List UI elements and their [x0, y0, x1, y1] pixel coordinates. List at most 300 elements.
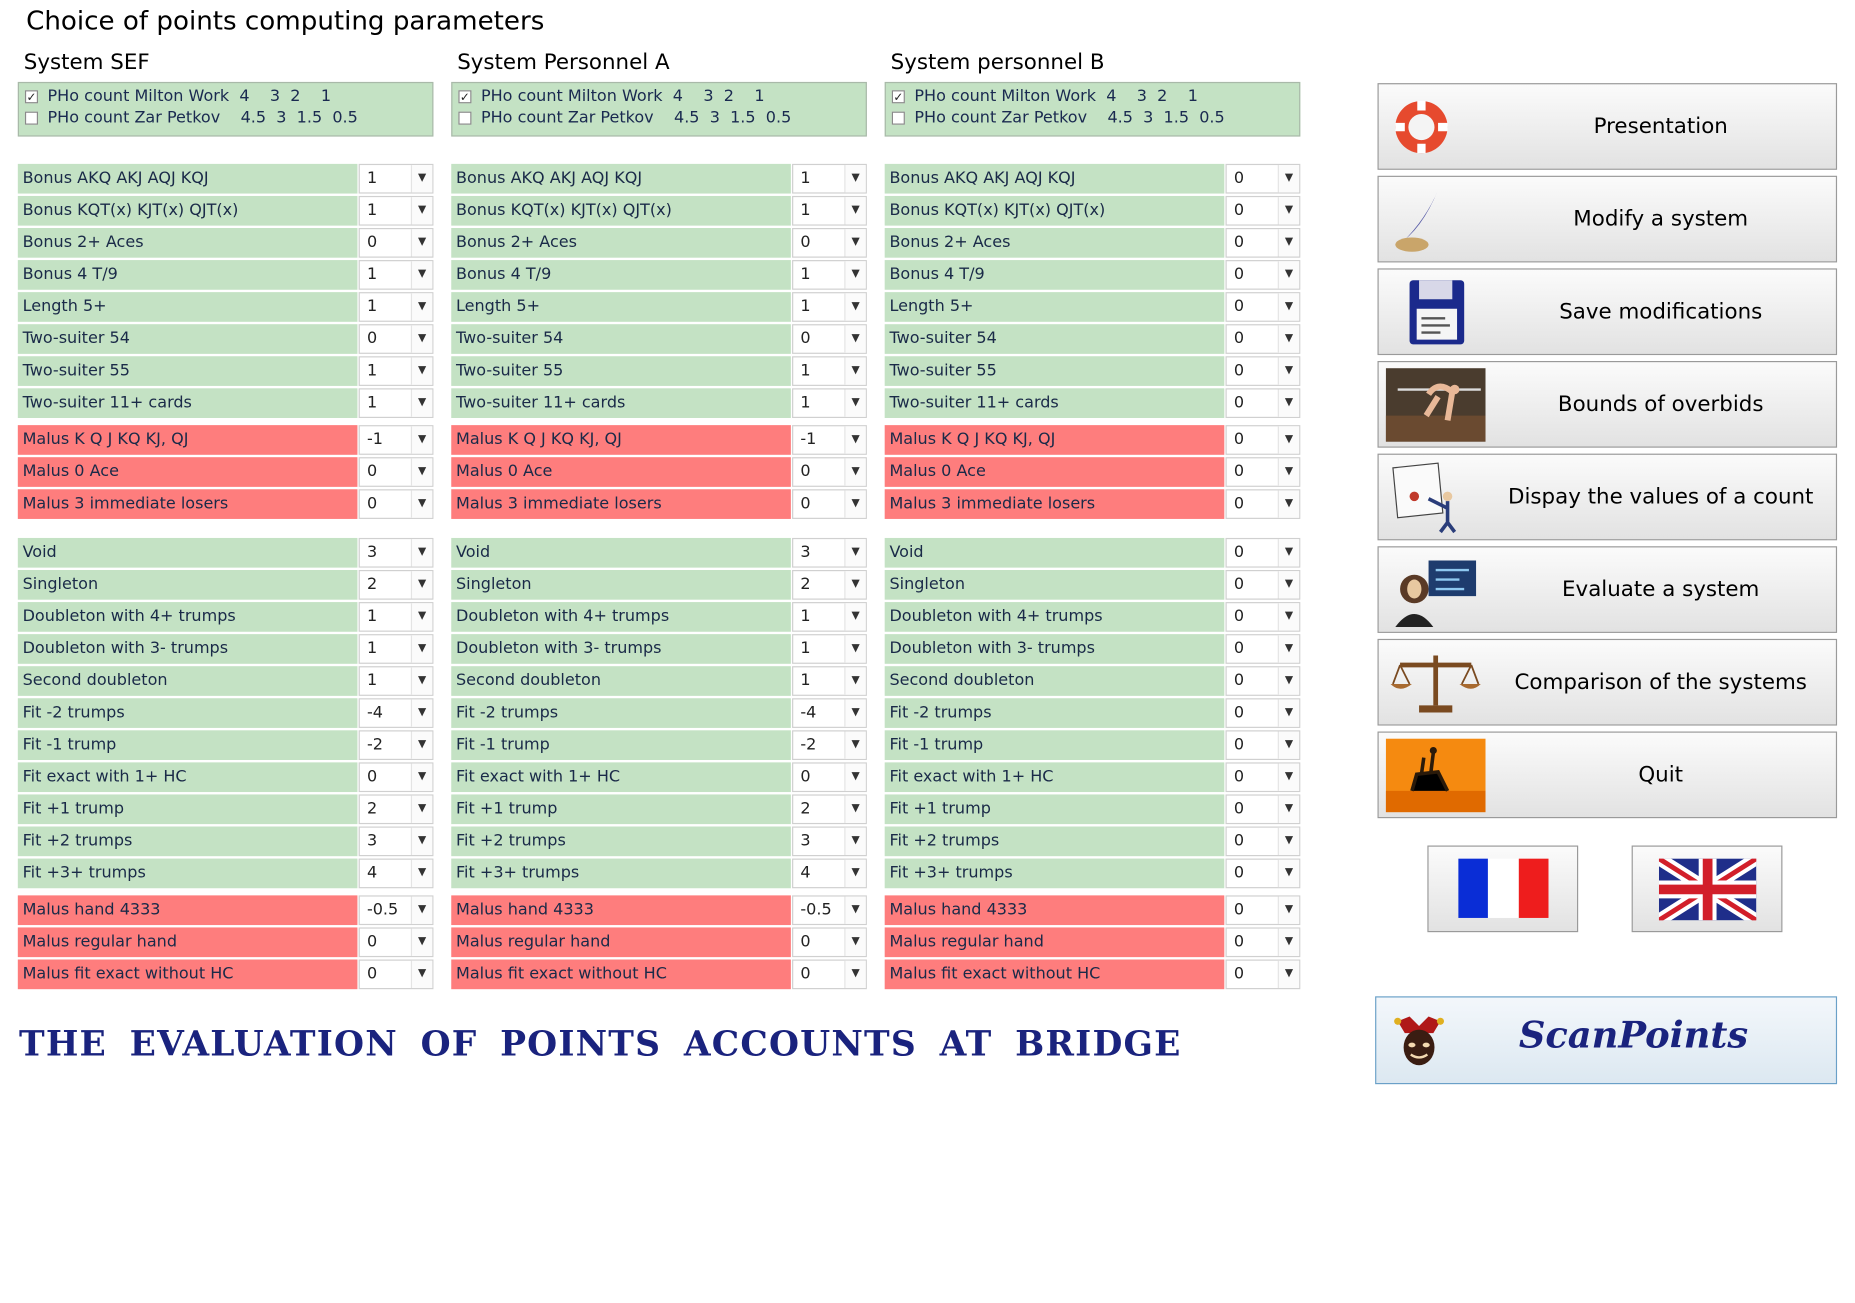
parameter-row — [18, 259, 434, 291]
chevron-down-icon[interactable]: ▼ — [411, 929, 432, 956]
menu-button-label: Bounds of overbids — [1557, 391, 1764, 417]
parameter-label: Fit +3+ trumps — [18, 859, 358, 889]
chevron-down-icon[interactable]: ▼ — [411, 490, 432, 517]
chevron-down-icon[interactable]: ▼ — [1278, 961, 1299, 988]
chevron-down-icon[interactable]: ▼ — [844, 571, 865, 598]
parameter-value-select[interactable] — [359, 602, 434, 632]
parameter-row — [885, 488, 1301, 520]
scanpoints-button[interactable] — [1375, 996, 1837, 1084]
parameter-value-select[interactable] — [792, 827, 867, 857]
parameter-value: 0 — [366, 328, 378, 348]
chevron-down-icon[interactable]: ▼ — [844, 929, 865, 956]
parameter-value: 4 — [366, 863, 378, 883]
parameter-value-select[interactable] — [1226, 196, 1301, 226]
parameter-row — [451, 926, 867, 958]
parameter-group — [885, 894, 1301, 990]
parameter-value-select[interactable] — [1226, 164, 1301, 194]
parameter-value-select[interactable] — [792, 602, 867, 632]
parameter-row — [885, 894, 1301, 926]
modify-a-system-button[interactable] — [1378, 176, 1838, 263]
parameter-row — [18, 665, 434, 697]
parameter-value: 0 — [1233, 831, 1245, 851]
checkbox[interactable]: ✓ — [459, 90, 470, 104]
parameter-value-select[interactable] — [792, 228, 867, 258]
parameter-value-select[interactable] — [1226, 730, 1301, 760]
parameter-value: 1 — [800, 200, 811, 220]
parameter-group — [885, 424, 1301, 520]
bounds-of-overbids-button[interactable] — [1378, 361, 1838, 448]
parameter-value-select[interactable] — [359, 260, 434, 290]
chevron-down-icon[interactable]: ▼ — [1278, 539, 1299, 566]
parameter-value-select[interactable] — [792, 730, 867, 760]
parameter-value: 2 — [800, 799, 811, 819]
parameter-value-select[interactable] — [792, 927, 867, 957]
parameter-value-select[interactable] — [359, 794, 434, 824]
chevron-down-icon[interactable]: ▼ — [411, 197, 432, 224]
parameter-group — [451, 424, 867, 520]
chevron-down-icon[interactable]: ▼ — [844, 490, 865, 517]
parameter-label: Malus K Q J KQ KJ, QJ — [451, 425, 791, 455]
parameter-row — [451, 697, 867, 729]
parameter-value: 1 — [800, 638, 811, 658]
parameter-row — [885, 424, 1301, 456]
parameter-label: Two-suiter 11+ cards — [885, 388, 1225, 418]
parameter-value: -4 — [366, 703, 383, 722]
parameter-value-select[interactable] — [359, 457, 434, 487]
parameter-label: Bonus KQT(x) KJT(x) QJT(x) — [451, 196, 791, 226]
parameter-row — [885, 926, 1301, 958]
point-count-option[interactable] — [892, 86, 1299, 107]
parameter-label: Void — [451, 538, 791, 568]
chevron-down-icon[interactable]: ▼ — [1278, 197, 1299, 224]
chevron-down-icon[interactable]: ▼ — [411, 571, 432, 598]
parameter-value-select[interactable] — [792, 859, 867, 889]
parameter-row — [18, 857, 434, 889]
chevron-down-icon[interactable]: ▼ — [844, 539, 865, 566]
parameter-value-select[interactable] — [1226, 794, 1301, 824]
chevron-down-icon[interactable]: ▼ — [844, 165, 865, 192]
parameter-value-select[interactable] — [792, 794, 867, 824]
checkbox[interactable] — [892, 111, 905, 124]
parameter-row — [18, 825, 434, 857]
parameter-value-select[interactable] — [359, 960, 434, 990]
parameter-value-select[interactable] — [1226, 960, 1301, 990]
point-count-label: PHo count Milton Work 4 3 2 1 — [47, 86, 332, 106]
parameter-value-select[interactable] — [359, 762, 434, 792]
parameter-value-select[interactable] — [1226, 895, 1301, 925]
chevron-down-icon[interactable]: ▼ — [411, 426, 432, 453]
parameter-label: Fit +2 trumps — [18, 827, 358, 857]
parameter-row — [451, 729, 867, 761]
parameter-value-select[interactable] — [1226, 827, 1301, 857]
checkbox[interactable] — [458, 111, 471, 124]
parameter-label: Fit -2 trumps — [451, 698, 791, 728]
chevron-down-icon[interactable]: ▼ — [411, 667, 432, 694]
chevron-down-icon[interactable]: ▼ — [844, 293, 865, 320]
parameter-value: 0 — [800, 461, 811, 481]
chevron-down-icon[interactable]: ▼ — [844, 897, 865, 924]
parameter-label: Void — [18, 538, 358, 568]
chevron-down-icon[interactable]: ▼ — [411, 796, 432, 823]
parameter-value-select[interactable] — [792, 164, 867, 194]
checkbox[interactable]: ✓ — [26, 90, 37, 104]
chevron-down-icon[interactable]: ▼ — [844, 197, 865, 224]
chevron-down-icon[interactable]: ▼ — [1278, 635, 1299, 662]
chevron-down-icon[interactable]: ▼ — [1278, 426, 1299, 453]
chevron-down-icon[interactable]: ▼ — [411, 165, 432, 192]
parameter-value-select[interactable] — [1226, 698, 1301, 728]
parameter-label: Doubleton with 4+ trumps — [885, 602, 1225, 632]
parameter-value-select[interactable] — [359, 666, 434, 696]
parameter-label: Malus 3 immediate losers — [18, 489, 358, 519]
parameter-value: 0 — [1233, 670, 1245, 690]
parameter-value-select[interactable] — [792, 570, 867, 600]
parameter-value-select[interactable] — [1226, 927, 1301, 957]
chevron-down-icon[interactable]: ▼ — [411, 828, 432, 855]
parameter-row — [885, 259, 1301, 291]
menu-button-label: Quit — [1638, 762, 1684, 788]
chevron-down-icon[interactable]: ▼ — [1278, 603, 1299, 630]
parameter-label: Second doubleton — [885, 666, 1225, 696]
chevron-down-icon[interactable]: ▼ — [1278, 229, 1299, 256]
chevron-down-icon[interactable]: ▼ — [411, 229, 432, 256]
parameter-value-select[interactable] — [359, 730, 434, 760]
save-modifications-button[interactable] — [1378, 268, 1838, 355]
chevron-down-icon[interactable]: ▼ — [411, 261, 432, 288]
parameter-value-select[interactable] — [359, 927, 434, 957]
chevron-down-icon[interactable]: ▼ — [844, 796, 865, 823]
chevron-down-icon[interactable]: ▼ — [411, 539, 432, 566]
parameter-value-select[interactable] — [1226, 859, 1301, 889]
parameter-value-select[interactable] — [359, 164, 434, 194]
parameter-label: Doubleton with 4+ trumps — [451, 602, 791, 632]
parameter-row — [885, 857, 1301, 889]
parameter-row — [451, 761, 867, 793]
parameter-value: 1 — [366, 168, 378, 188]
parameter-value-select[interactable] — [1226, 457, 1301, 487]
parameter-value: 0 — [1233, 296, 1245, 316]
parameter-value-select[interactable] — [1226, 602, 1301, 632]
parameter-value: 0 — [1233, 638, 1245, 658]
parameter-value-select[interactable] — [792, 457, 867, 487]
evaluate-a-system-button[interactable] — [1378, 546, 1838, 633]
parameter-label: Fit -1 trump — [885, 730, 1225, 760]
parameter-row — [885, 387, 1301, 419]
parameter-value: 0 — [800, 494, 811, 513]
chevron-down-icon[interactable]: ▼ — [1278, 699, 1299, 726]
chevron-down-icon[interactable]: ▼ — [844, 426, 865, 453]
quit-button[interactable] — [1378, 732, 1838, 819]
parameter-label: Bonus KQT(x) KJT(x) QJT(x) — [18, 196, 358, 226]
comparison-of-the-systems-button[interactable] — [1378, 639, 1838, 726]
english-language-button[interactable] — [1632, 846, 1783, 933]
chevron-down-icon[interactable]: ▼ — [1278, 490, 1299, 517]
parameter-row — [885, 825, 1301, 857]
scanpoints-label: ScanPoints — [1518, 1014, 1749, 1057]
parameter-group — [451, 163, 867, 420]
parameter-row — [18, 569, 434, 601]
chevron-down-icon[interactable]: ▼ — [844, 860, 865, 887]
parameter-label: Doubleton with 3- trumps — [885, 634, 1225, 664]
parameter-row — [451, 958, 867, 990]
quill-icon — [1386, 183, 1486, 257]
chevron-down-icon[interactable]: ▼ — [1278, 458, 1299, 485]
point-count-option[interactable] — [458, 107, 865, 128]
parameter-row — [18, 633, 434, 665]
chevron-down-icon[interactable]: ▼ — [1278, 860, 1299, 887]
parameter-value: 1 — [366, 296, 378, 316]
parameter-label: Doubleton with 3- trumps — [18, 634, 358, 664]
chevron-down-icon[interactable]: ▼ — [411, 390, 432, 417]
parameter-label: Singleton — [451, 570, 791, 600]
floppy-disk-icon — [1386, 276, 1486, 350]
parameter-value: 1 — [800, 361, 811, 380]
parameter-value-select[interactable] — [1226, 634, 1301, 664]
lifebuoy-icon — [1386, 90, 1486, 164]
point-count-options — [451, 82, 867, 137]
chevron-down-icon[interactable]: ▼ — [844, 961, 865, 988]
chevron-down-icon[interactable]: ▼ — [844, 261, 865, 288]
chevron-down-icon[interactable]: ▼ — [844, 828, 865, 855]
parameter-value-select[interactable] — [1226, 292, 1301, 322]
parameter-value-select[interactable] — [1226, 356, 1301, 386]
chevron-down-icon[interactable]: ▼ — [1278, 929, 1299, 956]
chevron-down-icon[interactable]: ▼ — [411, 961, 432, 988]
chevron-down-icon[interactable]: ▼ — [844, 667, 865, 694]
chevron-down-icon[interactable]: ▼ — [1278, 293, 1299, 320]
chevron-down-icon[interactable]: ▼ — [1278, 325, 1299, 352]
parameter-value: -4 — [800, 703, 817, 722]
chevron-down-icon[interactable]: ▼ — [411, 293, 432, 320]
parameter-value-select[interactable] — [359, 827, 434, 857]
parameter-value-select[interactable] — [792, 895, 867, 925]
parameter-value-select[interactable] — [359, 538, 434, 568]
system-column — [885, 48, 1301, 984]
chevron-down-icon[interactable]: ▼ — [411, 603, 432, 630]
parameter-row — [451, 601, 867, 633]
parameter-row — [451, 894, 867, 926]
parameter-value-select[interactable] — [1226, 538, 1301, 568]
parameter-label: Two-suiter 11+ cards — [451, 388, 791, 418]
parameter-value-select[interactable] — [792, 260, 867, 290]
chevron-down-icon[interactable]: ▼ — [1278, 357, 1299, 384]
chevron-down-icon[interactable]: ▼ — [411, 732, 432, 759]
parameter-row — [885, 958, 1301, 990]
chevron-down-icon[interactable]: ▼ — [411, 635, 432, 662]
parameter-value-select[interactable] — [359, 489, 434, 519]
parameter-row — [885, 323, 1301, 355]
parameter-value-select[interactable] — [792, 762, 867, 792]
chevron-down-icon[interactable]: ▼ — [1278, 796, 1299, 823]
parameter-value-select[interactable] — [1226, 666, 1301, 696]
parameter-value-select[interactable] — [1226, 425, 1301, 455]
parameter-value-select[interactable] — [792, 538, 867, 568]
chevron-down-icon[interactable]: ▼ — [411, 699, 432, 726]
chevron-down-icon[interactable]: ▼ — [844, 603, 865, 630]
parameter-value: 1 — [800, 393, 811, 413]
parameter-value-select[interactable] — [359, 292, 434, 322]
parameter-value-select[interactable] — [792, 960, 867, 990]
parameter-group — [885, 537, 1301, 890]
parameter-label: Two-suiter 54 — [451, 324, 791, 354]
point-count-label: PHo count Zar Petkov 4.5 3 1.5 0.5 — [480, 108, 792, 128]
chevron-down-icon[interactable]: ▼ — [411, 458, 432, 485]
parameter-label: Fit -2 trumps — [18, 698, 358, 728]
parameter-value-select[interactable] — [359, 698, 434, 728]
checkbox[interactable]: ✓ — [893, 90, 904, 104]
parameter-label: Malus regular hand — [18, 927, 358, 957]
chevron-down-icon[interactable]: ▼ — [844, 732, 865, 759]
chevron-down-icon[interactable]: ▼ — [1278, 261, 1299, 288]
parameter-value: 0 — [366, 461, 378, 481]
parameter-value-select[interactable] — [1226, 260, 1301, 290]
french-language-button[interactable] — [1427, 846, 1578, 933]
parameter-value: 1 — [366, 670, 378, 690]
chevron-down-icon[interactable]: ▼ — [844, 325, 865, 352]
point-count-option[interactable] — [25, 107, 432, 128]
chevron-down-icon[interactable]: ▼ — [1278, 897, 1299, 924]
parameter-row — [451, 163, 867, 195]
chevron-down-icon[interactable]: ▼ — [411, 897, 432, 924]
chevron-down-icon[interactable]: ▼ — [1278, 667, 1299, 694]
parameter-row — [451, 633, 867, 665]
parameter-row — [451, 825, 867, 857]
parameter-value-select[interactable] — [359, 388, 434, 418]
parameter-value-select[interactable] — [359, 324, 434, 354]
parameter-label: Malus 0 Ace — [451, 457, 791, 487]
chevron-down-icon[interactable]: ▼ — [1278, 828, 1299, 855]
parameter-row — [451, 569, 867, 601]
parameter-value: 0 — [800, 932, 811, 952]
menu-button-label: Presentation — [1593, 114, 1728, 139]
parameter-row — [451, 355, 867, 387]
jester-mask-icon — [1393, 1014, 1445, 1069]
point-count-option[interactable] — [25, 86, 432, 107]
chevron-down-icon[interactable]: ▼ — [411, 764, 432, 791]
parameter-value-select[interactable] — [1226, 762, 1301, 792]
chevron-down-icon[interactable]: ▼ — [411, 860, 432, 887]
chevron-down-icon[interactable]: ▼ — [844, 764, 865, 791]
parameter-value-select[interactable] — [1226, 324, 1301, 354]
parameter-row — [18, 456, 434, 488]
chevron-down-icon[interactable]: ▼ — [411, 325, 432, 352]
parameter-value: -1 — [366, 429, 383, 449]
point-count-option[interactable] — [458, 86, 865, 107]
dispay-the-values-of-a-count-button[interactable] — [1378, 454, 1838, 541]
parameter-row — [18, 387, 434, 419]
parameter-value: 1 — [800, 264, 811, 284]
chevron-down-icon[interactable]: ▼ — [844, 699, 865, 726]
parameter-label: Two-suiter 55 — [451, 356, 791, 386]
parameter-value-select[interactable] — [359, 228, 434, 258]
parameter-label: Length 5+ — [451, 292, 791, 322]
parameter-row — [885, 569, 1301, 601]
parameter-value-select[interactable] — [792, 324, 867, 354]
parameter-label: Malus K Q J KQ KJ, QJ — [885, 425, 1225, 455]
parameter-value-select[interactable] — [359, 196, 434, 226]
menu-button-label: Evaluate a system — [1562, 577, 1760, 603]
parameter-label: Fit +1 trump — [885, 794, 1225, 824]
parameter-value-select[interactable] — [1226, 570, 1301, 600]
chevron-down-icon[interactable]: ▼ — [844, 357, 865, 384]
chevron-down-icon[interactable]: ▼ — [411, 357, 432, 384]
parameter-value-select[interactable] — [1226, 388, 1301, 418]
parameter-label: Two-suiter 11+ cards — [18, 388, 358, 418]
parameter-value-select[interactable] — [792, 388, 867, 418]
parameter-value: 0 — [1233, 429, 1245, 449]
parameter-label: Malus fit exact without HC — [451, 960, 791, 990]
parameter-value-select[interactable] — [792, 356, 867, 386]
parameter-row — [885, 537, 1301, 569]
parameter-label: Doubleton with 4+ trumps — [18, 602, 358, 632]
parameter-group — [18, 424, 434, 520]
parameter-value-select[interactable] — [792, 196, 867, 226]
parameter-value-select[interactable] — [359, 425, 434, 455]
parameter-value: 1 — [366, 200, 378, 220]
presentation-button[interactable] — [1378, 83, 1838, 170]
chevron-down-icon[interactable]: ▼ — [1278, 390, 1299, 417]
parameter-value-select[interactable] — [359, 570, 434, 600]
parameter-value-select[interactable] — [1226, 228, 1301, 258]
parameter-value-select[interactable] — [792, 425, 867, 455]
parameter-row — [885, 601, 1301, 633]
parameter-value-select[interactable] — [792, 666, 867, 696]
parameter-value: 0 — [366, 964, 378, 984]
chevron-down-icon[interactable]: ▼ — [844, 390, 865, 417]
point-count-option[interactable] — [892, 107, 1299, 128]
chevron-down-icon[interactable]: ▼ — [844, 635, 865, 662]
chevron-down-icon[interactable]: ▼ — [1278, 571, 1299, 598]
parameter-value: -2 — [366, 735, 383, 755]
parameter-value-select[interactable] — [359, 634, 434, 664]
parameter-group — [18, 894, 434, 990]
page-title: Choice of points computing parameters — [26, 7, 545, 37]
parameter-value-select[interactable] — [792, 634, 867, 664]
parameter-value: 0 — [1233, 361, 1245, 380]
system-column — [451, 48, 867, 984]
parameter-value-select[interactable] — [359, 859, 434, 889]
parameter-value-select[interactable] — [792, 292, 867, 322]
parameter-row — [451, 793, 867, 825]
chevron-down-icon[interactable]: ▼ — [844, 458, 865, 485]
chevron-down-icon[interactable]: ▼ — [844, 229, 865, 256]
parameter-label: Bonus KQT(x) KJT(x) QJT(x) — [885, 196, 1225, 226]
parameter-label: Bonus AKQ AKJ AQJ KQJ — [451, 164, 791, 194]
parameter-row — [885, 761, 1301, 793]
point-count-label: PHo count Milton Work 4 3 2 1 — [914, 86, 1198, 106]
parameter-value: 1 — [366, 606, 378, 626]
parameter-row — [885, 729, 1301, 761]
parameter-value-select[interactable] — [792, 489, 867, 519]
checkbox[interactable] — [25, 111, 38, 124]
parameter-value-select[interactable] — [792, 698, 867, 728]
parameter-value-select[interactable] — [359, 895, 434, 925]
parameter-value: 1 — [366, 264, 378, 284]
chevron-down-icon[interactable]: ▼ — [1278, 732, 1299, 759]
parameter-group — [18, 537, 434, 890]
parameter-row — [885, 195, 1301, 227]
parameter-row — [885, 163, 1301, 195]
parameter-value-select[interactable] — [359, 356, 434, 386]
chevron-down-icon[interactable]: ▼ — [1278, 764, 1299, 791]
parameter-value-select[interactable] — [1226, 489, 1301, 519]
parameter-label: Bonus 4 T/9 — [18, 260, 358, 290]
parameter-row — [18, 163, 434, 195]
parameter-value: -0.5 — [366, 900, 399, 920]
parameter-group — [451, 537, 867, 890]
chevron-down-icon[interactable]: ▼ — [1278, 165, 1299, 192]
parameter-value: -0.5 — [800, 900, 832, 920]
